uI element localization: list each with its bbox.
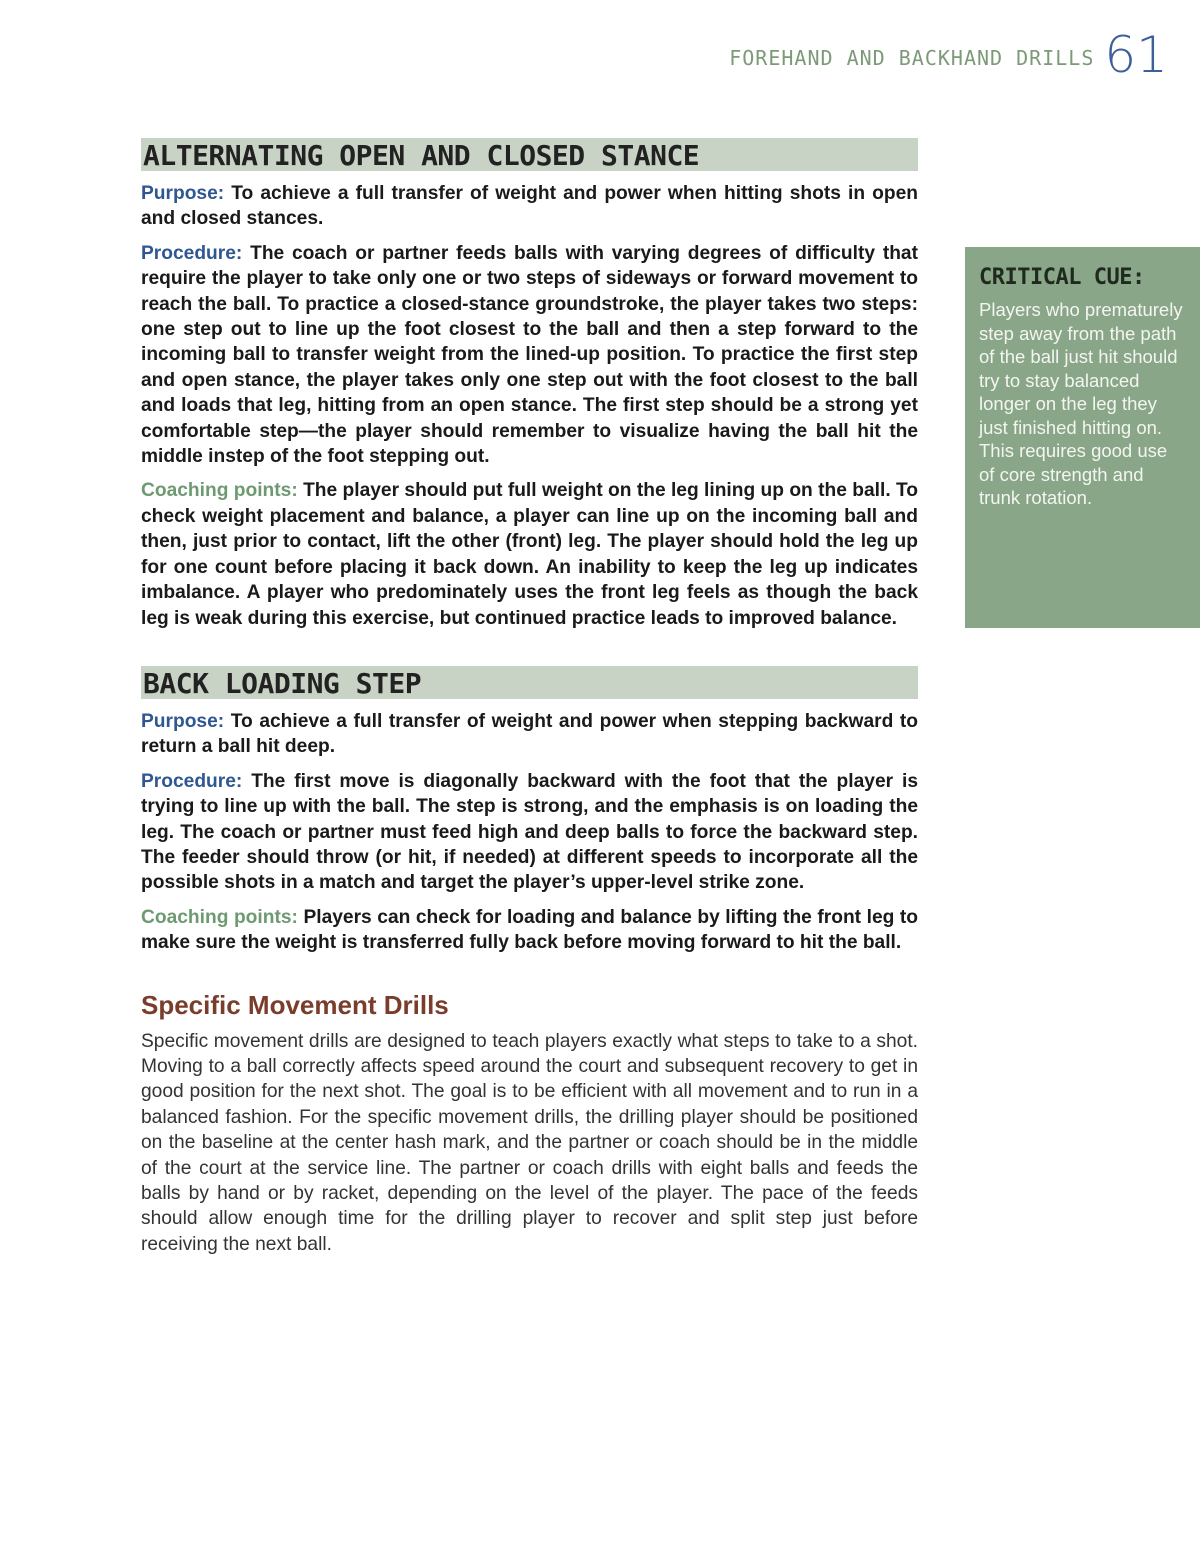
page-number: 61 [1104, 26, 1168, 84]
section-heading-bar [141, 138, 918, 171]
procedure-paragraph [141, 241, 918, 470]
coaching-paragraph [141, 478, 918, 630]
procedure-label: Procedure: [141, 770, 243, 792]
procedure-label: Procedure: [141, 242, 243, 264]
running-head [729, 26, 1168, 84]
purpose-text: To achieve a full transfer of weight and power when hitting shots in open and closed stances. [141, 183, 918, 230]
purpose-label: Purpose: [141, 710, 225, 732]
section-title-back-loading-step: BACK LOADING STEP [143, 666, 422, 700]
coaching-text: Players can check for loading and balance by lifting the front leg to make sure the weight is transferred fully back before moving forward to hit the ball. [141, 906, 918, 954]
body-paragraph: Specific movement drills are designed to teach players exactly what steps to take to a shot. Moving to a ball correctly affects speed around the court and subsequent recovery to get in good position for the next shot. The goal is to be efficient with all movement and to run in a balanced fashion. For the specific movement drills, the drilling player should be positioned on the baseline at the center hash mark, and the partner or coach should be in the middle of the court at the service line. The partner or coach drills with eight balls and feeds the balls by hand or by racket, depending on the level of the player. The pace of the feeds should allow enough time for the drilling player to recover and split step just before receiving the next ball. [141, 1030, 918, 1255]
subhead-specific-movement-drills: Specific Movement Drills [141, 989, 449, 1020]
procedure-paragraph [141, 769, 918, 896]
section-title-alternating-stance: ALTERNATING OPEN AND CLOSED STANCE [143, 139, 700, 172]
purpose-text: To achieve a full transfer of weight and power when stepping backward to return a ball hit deep. [141, 710, 918, 758]
purpose-paragraph [141, 181, 918, 232]
procedure-text: The coach or partner feeds balls with varying degrees of difficulty that require the player to take only one or two steps of sideways or forward movement to reach the ball. To practice a closed-stance groundstroke, the player takes two steps: one step out to line up the foot closest to the ball and then a step forward to the incoming ball to transfer weight from the lined-up position. To practice the first step and open stance, the player takes only one step out with the foot closest to the ball and loads that leg, hitting from an open stance. The first step should be a strong yet comfortable step—the player should remember to visualize having the ball hit the middle instep of the foot stepping out. [141, 242, 918, 468]
coaching-label: Coaching points: [141, 906, 298, 928]
running-title: FOREHAND AND BACKHAND DRILLS [729, 46, 1095, 70]
procedure-text: The first move is diagonally backward with the foot that the player is trying to line up with the ball. The step is strong, and the emphasis is on loading the leg. The coach or partner must feed high and deep balls to force the backward step. The feeder should throw (or hit, if needed) at different speeds to incorporate all the possible shots in a match and target the player’s upper-level strike zone. [141, 770, 918, 894]
section-heading-bar [141, 666, 918, 699]
critical-cue-sidebar [965, 247, 1200, 628]
coaching-label: Coaching points: [141, 480, 298, 502]
main-column [141, 138, 918, 1257]
purpose-label: Purpose: [141, 183, 225, 204]
coaching-text: The player should put full weight on the leg lining up on the ball. To check weight placement and balance, a player can line up on the incoming ball and then, just prior to contact, lift the other (front) leg. The player should hold the leg up for one count before placing it back down. An inability to keep the leg up indicates imbalance. A player who predominately uses the front leg feels as though the back leg is weak during this exercise, but continued practice leads to improved balance. [141, 480, 919, 629]
coaching-paragraph [141, 905, 918, 956]
sidebar-text: Players who prematurely step away from the path of the ball just hit should try to stay balanced longer on the leg they just finished hitting on. This requires good use of core strength and trunk rotation. [979, 299, 1183, 508]
sidebar-title: CRITICAL CUE: [979, 265, 1145, 290]
purpose-paragraph [141, 709, 918, 760]
